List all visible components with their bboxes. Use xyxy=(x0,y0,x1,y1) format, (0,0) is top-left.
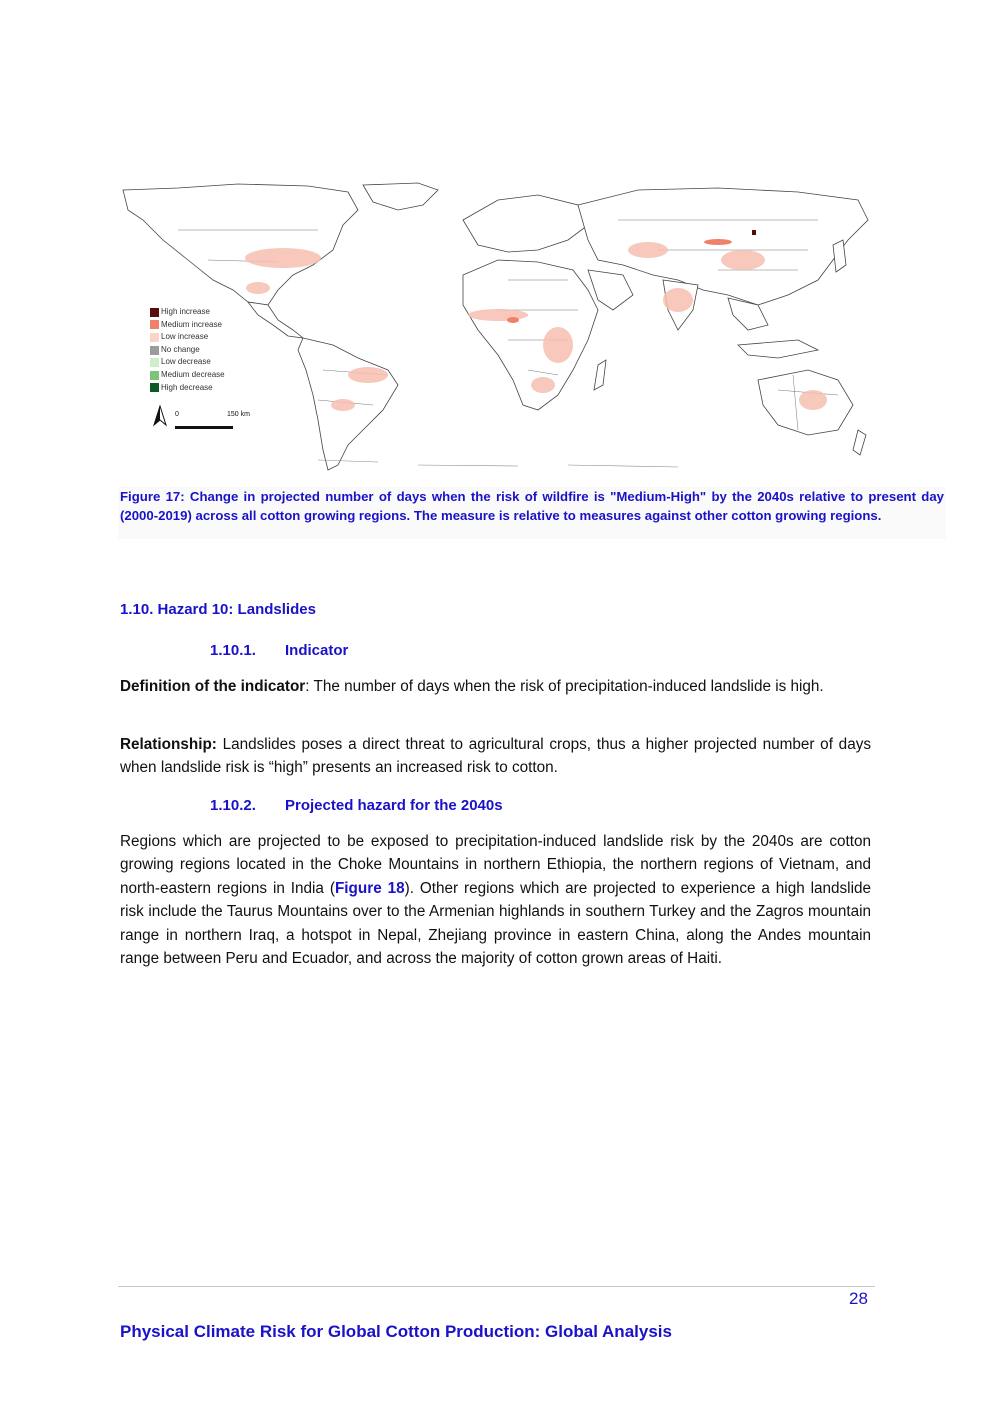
legend-swatch xyxy=(150,358,159,367)
legend-item-low-decrease: Low decrease xyxy=(150,356,225,369)
page-number: 28 xyxy=(849,1289,868,1308)
hazard-australia xyxy=(799,390,827,410)
relationship-paragraph xyxy=(120,733,871,780)
legend-swatch xyxy=(150,383,159,392)
figure-caption: Figure 17: Change in projected number of days when the risk of wildfire is "Medium-High" by the 2040s relative to present day (2000-2019) across all cotton growing regions. The measure is relative to measures against other cotton growing regions. xyxy=(118,487,946,539)
world-map-figure xyxy=(118,180,873,480)
legend-item-medium-decrease: Medium decrease xyxy=(150,369,225,382)
scale-zero-label: 0 xyxy=(175,411,179,418)
subsection-number: 1.10.1. xyxy=(210,642,256,659)
hazard-medium-africa xyxy=(507,317,519,323)
indonesia xyxy=(738,340,818,358)
scale-end-label: 150 km xyxy=(227,411,250,418)
legend-item-no-change: No change xyxy=(150,344,225,357)
body-paragraph: Regions which are projected to be exposed to precipitation-induced landslide risk by the 2040s are cotton growing regions located in the Choke Mountains in northern Ethiopia, the northern regions of Vietnam, and north-eastern regions in India (Figure 18). Other regions which are projected to experience a high landslide risk include the Taurus Mountains over to the Armenian highlands in southern Turkey and the Zagros mountain range in northern Iraq, a hotspot in Nepal, Zhejiang province in eastern China, along the Andes mountain range between Peru and Ecuador, and across the majority of cotton grown areas of Haiti. xyxy=(120,833,871,968)
legend-swatch xyxy=(150,333,159,342)
hazard-south-africa xyxy=(531,377,555,393)
subsection-title: Projected hazard for the 2040s xyxy=(285,797,503,814)
hazard-west-africa xyxy=(468,309,528,321)
footer-divider xyxy=(118,1286,875,1287)
subsection-title: Indicator xyxy=(285,642,349,659)
map-legend xyxy=(150,306,225,394)
africa xyxy=(463,260,598,410)
hazard-us-south xyxy=(245,248,321,268)
central-america xyxy=(248,302,303,338)
hazard-mexico xyxy=(246,282,270,294)
hazard-central-asia xyxy=(628,242,668,258)
hazard-argentina xyxy=(331,399,355,411)
world-map xyxy=(118,180,873,480)
new-zealand xyxy=(853,430,866,455)
greenland xyxy=(363,183,438,210)
subsection-number: 1.10.2. xyxy=(210,797,256,814)
legend-item-low-increase: Low increase xyxy=(150,331,225,344)
scale-bar-line xyxy=(175,426,233,429)
section-heading: 1.10. Hazard 10: Landslides xyxy=(120,601,316,618)
legend-swatch xyxy=(150,320,159,329)
hazard-high-china xyxy=(752,230,756,235)
hazard-china xyxy=(721,250,765,270)
scale-bar xyxy=(152,405,262,435)
hazard-india xyxy=(663,288,693,312)
legend-item-high-increase: High increase xyxy=(150,306,225,319)
hazard-brazil xyxy=(348,367,388,383)
definition-label: Definition of the indicator xyxy=(120,678,306,695)
legend-item-medium-increase: Medium increase xyxy=(150,319,225,332)
relationship-text: Landslides poses a direct threat to agricultural crops, thus a higher projected number of days when landslide risk is “high” presents an increased risk to cotton. xyxy=(120,736,871,777)
figure-18-link[interactable]: Figure 18 xyxy=(334,879,405,897)
europe xyxy=(463,195,588,252)
definition-text: : The number of days when the risk of precipitation-induced landslide is high. xyxy=(305,678,824,695)
footer-title: Physical Climate Risk for Global Cotton Production: Global Analysis xyxy=(120,1322,672,1341)
relationship-label: Relationship: xyxy=(120,736,217,753)
legend-item-high-decrease: High decrease xyxy=(150,382,225,395)
definition-paragraph xyxy=(120,675,871,698)
north-america xyxy=(123,184,358,305)
north-arrow-icon xyxy=(152,405,168,427)
legend-swatch xyxy=(150,371,159,380)
madagascar xyxy=(594,360,606,390)
legend-swatch xyxy=(150,346,159,355)
legend-swatch xyxy=(150,308,159,317)
hazard-medium-china xyxy=(704,239,732,245)
hazard-east-africa xyxy=(543,327,573,363)
